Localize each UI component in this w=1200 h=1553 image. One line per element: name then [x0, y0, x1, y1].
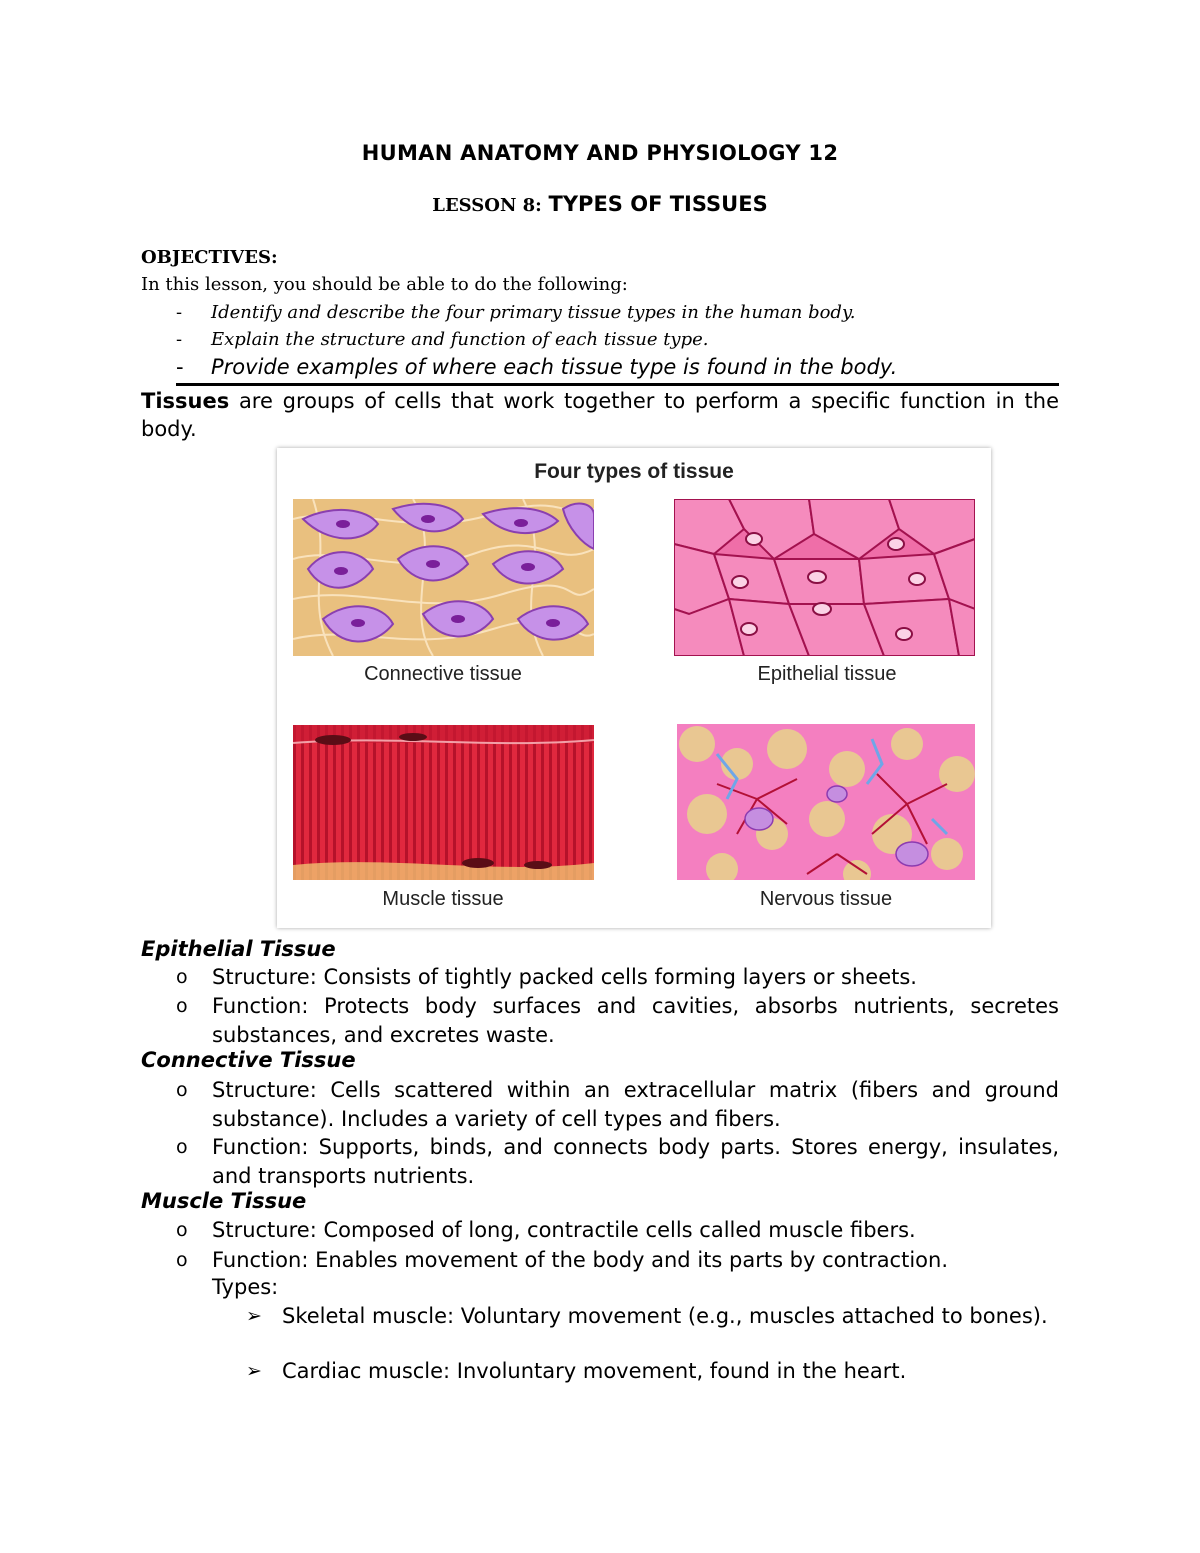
document-title: HUMAN ANATOMY AND PHYSIOLOGY 12 [361, 141, 839, 165]
epithelial-structure: Structure: Consists of tightly packed cells forming layers or sheets. [212, 965, 917, 989]
objective-text: Provide examples of where each tissue type is found in the body. [211, 355, 898, 379]
intro-term: Tissues [141, 389, 230, 413]
nervous-tissue-image [677, 724, 975, 880]
list-item [176, 992, 1059, 1049]
section-heading-connective: Connective Tissue [141, 1048, 356, 1072]
muscle-tissue-image [293, 725, 594, 880]
figure-title: Four types of tissue [534, 460, 734, 483]
caption-epithelial: Epithelial tissue [757, 663, 897, 685]
muscle-types-label: Types: [212, 1275, 279, 1299]
objectives-intro: In this lesson, you should be able to do the following: [141, 274, 628, 295]
objective-text: Explain the structure and function of each tissue type. [211, 329, 709, 350]
horizontal-rule [176, 383, 1059, 386]
muscle-function: Function: Enables movement of the body and its parts by contraction. [212, 1248, 949, 1272]
epithelial-function: Function: Protects body surfaces and cavities, absorbs nutrients, secretes substances, and excretes waste. [212, 994, 1059, 1047]
connective-tissue-image [293, 499, 594, 656]
bullet-marker: o [176, 1249, 188, 1271]
section-heading-epithelial: Epithelial Tissue [141, 937, 336, 961]
bullet-marker: o [176, 1219, 188, 1241]
connective-tissue-illustration [293, 499, 594, 656]
objectives-heading: OBJECTIVES: [141, 247, 278, 268]
bullet-marker: o [176, 1136, 188, 1158]
bullet-marker: o [176, 966, 188, 988]
objective-text: Identify and describe the four primary tissue types in the human body. [211, 302, 856, 323]
lesson-heading [0, 192, 1200, 216]
section-heading-muscle: Muscle Tissue [141, 1189, 307, 1213]
list-item [176, 1133, 1059, 1190]
bullet-marker: o [176, 1079, 188, 1101]
caption-connective: Connective tissue [364, 663, 522, 685]
list-item [176, 963, 1059, 992]
muscle-tissue-illustration [293, 725, 594, 880]
objective-item: - Explain the structure and function of each tissue type. [176, 329, 709, 350]
list-item [176, 1246, 1059, 1275]
arrow-bullet-icon: ➢ [246, 1360, 262, 1382]
sub-list-item [246, 1357, 1059, 1385]
tissue-figure [277, 448, 991, 928]
muscle-structure: Structure: Composed of long, contractile cells called muscle fibers. [212, 1218, 916, 1242]
intro-paragraph [141, 387, 1059, 443]
muscle-type-cardiac: Cardiac muscle: Involuntary movement, found in the heart. [282, 1359, 907, 1383]
list-item [176, 1216, 1059, 1245]
epithelial-tissue-illustration [674, 499, 975, 656]
connective-structure: Structure: Cells scattered within an extracellular matrix (fibers and ground substance). Includes a variety of cell types and fibers. [212, 1078, 1059, 1131]
sub-list-item [246, 1302, 1059, 1330]
intro-text: are groups of cells that work together to perform a specific function in the body. [141, 389, 1059, 441]
lesson-number: LESSON 8: [432, 195, 542, 216]
caption-nervous: Nervous tissue [759, 888, 893, 910]
objective-item: - Identify and describe the four primary tissue types in the human body. [176, 302, 856, 323]
epithelial-tissue-image [674, 499, 975, 656]
bullet-marker: o [176, 995, 188, 1017]
muscle-type-skeletal: Skeletal muscle: Voluntary movement (e.g., muscles attached to bones). [282, 1304, 1048, 1328]
nervous-tissue-illustration [677, 724, 975, 880]
list-item [176, 1076, 1059, 1133]
objective-item: - Provide examples of where each tissue type is found in the body. [176, 355, 898, 379]
lesson-title: TYPES OF TISSUES [548, 192, 768, 216]
connective-function: Function: Supports, binds, and connects body parts. Stores energy, insulates, and transports nutrients. [212, 1135, 1059, 1188]
caption-muscle: Muscle tissue [382, 888, 504, 910]
arrow-bullet-icon: ➢ [246, 1305, 262, 1327]
